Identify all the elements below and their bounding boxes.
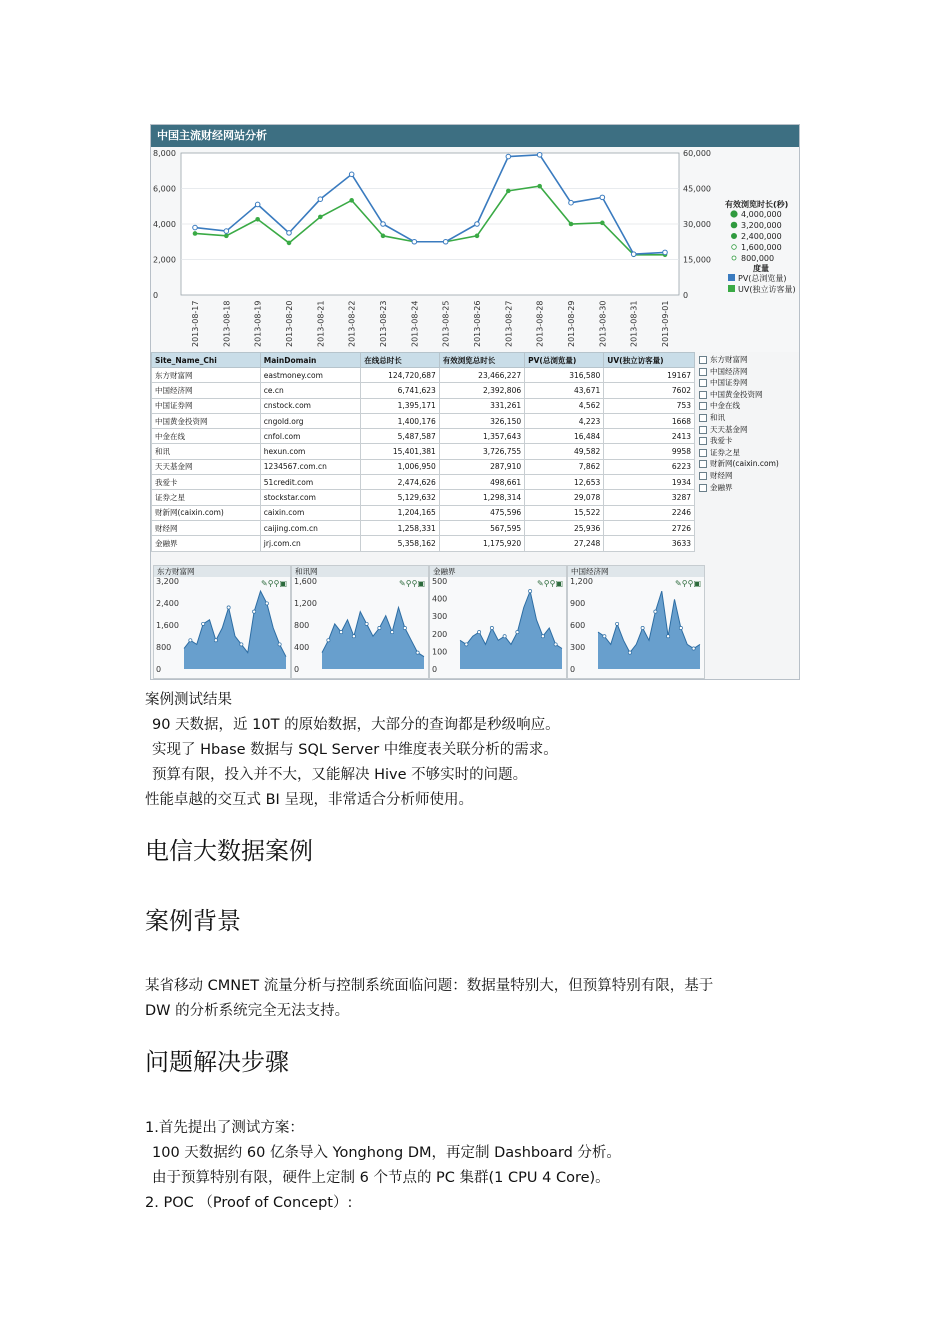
- result-line-4: 性能卓越的交互式 BI 呈现，非常适合分析师使用。: [145, 792, 473, 808]
- table-row: [152, 490, 695, 505]
- legend-size-title: 有效浏览时长(秒): [725, 200, 789, 209]
- table-cell: 中国黄金投资网: [152, 413, 261, 428]
- table-cell: 2,474,626: [361, 475, 439, 490]
- x-tick-label: 2013-08-28: [535, 300, 545, 347]
- pv-point: [569, 200, 574, 205]
- table-cell: cngold.org: [260, 413, 361, 428]
- uv-point: [381, 234, 386, 239]
- uv-point: [255, 217, 260, 222]
- table-cell: 49,582: [525, 444, 604, 459]
- table-cell: 2,392,806: [439, 383, 524, 398]
- checkbox-icon[interactable]: [699, 414, 707, 422]
- mini-chart: [429, 565, 567, 679]
- x-tick-label: 2013-09-01: [661, 300, 670, 347]
- table-cell: ce.cn: [260, 383, 361, 398]
- table-cell: 16,484: [525, 429, 604, 444]
- mini-area-chart: [154, 577, 290, 677]
- mini-point: [478, 631, 481, 634]
- mini-point: [554, 643, 557, 646]
- table-row: [152, 383, 695, 398]
- table-cell: 12,653: [525, 475, 604, 490]
- legend-measure-title: 度量: [753, 264, 769, 273]
- table-cell: hexun.com: [260, 444, 361, 459]
- table-cell: 1,175,920: [439, 536, 524, 551]
- mini-point: [516, 631, 519, 634]
- checkbox-icon[interactable]: [699, 426, 707, 434]
- table-row: [152, 398, 695, 413]
- table-body: [152, 368, 695, 552]
- mini-chart: [567, 565, 705, 679]
- legend-swatch: [728, 274, 735, 281]
- pv-point: [475, 222, 480, 227]
- mini-tick-label: 1,600: [294, 577, 317, 586]
- mini-tick-label: 1,200: [570, 577, 593, 586]
- mini-tick-label: 0: [432, 665, 438, 674]
- table-cell: 1,395,171: [361, 398, 439, 413]
- uv-point: [475, 234, 480, 239]
- mini-point: [465, 643, 468, 646]
- left-tick-label: 4,000: [153, 220, 176, 229]
- mini-area-chart: [568, 577, 704, 677]
- filter-label: 东方财富网: [710, 355, 748, 364]
- x-tick-label: 2013-08-20: [285, 300, 294, 347]
- mini-point: [352, 635, 355, 638]
- mini-area: [598, 591, 700, 669]
- filter-item[interactable]: [699, 366, 795, 378]
- x-tick-label: 2013-08-30: [598, 300, 608, 347]
- mini-tick-label: 2,400: [156, 599, 179, 608]
- mini-area: [460, 591, 562, 669]
- chart-axes: [153, 149, 711, 300]
- mini-point: [641, 626, 644, 629]
- table-header-cell[interactable]: 在线总时长: [361, 353, 439, 368]
- mini-tick-label: 400: [432, 594, 448, 604]
- table-cell: 7602: [604, 383, 695, 398]
- filter-label: 证券之星: [710, 447, 740, 457]
- mini-point: [365, 622, 368, 625]
- main-line-chart: [151, 147, 799, 352]
- table-cell: caijing.com.cn: [260, 520, 361, 535]
- x-tick-label: 2013-08-31: [629, 300, 639, 347]
- table-cell: 15,401,381: [361, 444, 439, 459]
- table-cell: 1,258,331: [361, 520, 439, 535]
- mini-chart-title: 东方财富网: [154, 566, 290, 577]
- table-cell: 4,562: [525, 398, 604, 413]
- table-cell: 43,671: [525, 383, 604, 398]
- table-cell: 124,720,687: [361, 368, 439, 383]
- table-cell: 中国经济网: [152, 383, 261, 398]
- table-cell: 2246: [604, 505, 695, 520]
- zoom-tools-icon[interactable]: ✎⚲⚲▣: [537, 579, 563, 588]
- checkbox-icon[interactable]: [699, 437, 707, 445]
- filter-item[interactable]: [699, 424, 795, 436]
- table-cell: 287,910: [439, 459, 524, 474]
- x-tick-label: 2013-08-26: [473, 300, 482, 347]
- table-cell: 25,936: [525, 520, 604, 535]
- pv-point: [349, 172, 354, 177]
- mini-point: [327, 639, 330, 642]
- table-cell: 和讯: [152, 444, 261, 459]
- uv-point: [287, 241, 292, 246]
- uv-point: [193, 231, 198, 236]
- table-header-cell[interactable]: MainDomain: [260, 353, 361, 368]
- mini-area-chart: [292, 577, 428, 677]
- table-cell: 7,862: [525, 459, 604, 474]
- mini-tick-label: 300: [432, 612, 448, 622]
- filter-item[interactable]: [699, 412, 795, 424]
- table-cell: 证券之星: [152, 490, 261, 505]
- legend-size-dot: [731, 233, 736, 238]
- table-row: [152, 520, 695, 535]
- table-cell: 316,580: [525, 368, 604, 383]
- left-tick-label: 2,000: [153, 255, 176, 265]
- uv-point: [349, 198, 354, 203]
- table-cell: 27,248: [525, 536, 604, 551]
- table-cell: 1,204,165: [361, 505, 439, 520]
- left-tick-label: 6,000: [153, 184, 176, 194]
- mini-tick-label: 100: [432, 647, 448, 657]
- x-tick-label: 2013-08-27: [504, 300, 514, 347]
- mini-point: [253, 610, 256, 613]
- mini-area: [322, 608, 424, 670]
- x-tick-label: 2013-08-23: [379, 300, 388, 347]
- mini-chart-title: 和讯网: [292, 566, 428, 577]
- table-cell: jrj.com.cn: [260, 536, 361, 551]
- uv-point: [569, 222, 574, 227]
- mini-point: [240, 643, 243, 646]
- table-header-cell[interactable]: Site_Name_Chi: [152, 353, 261, 368]
- heading-solution-steps: 问题解决步骤: [145, 1048, 289, 1076]
- table-cell: stockstar.com: [260, 490, 361, 505]
- table-row: [152, 444, 695, 459]
- mini-point: [529, 590, 532, 593]
- legend-series-label: UV(独立访客量): [738, 285, 796, 294]
- mini-tick-label: 0: [156, 665, 162, 674]
- mini-point: [378, 626, 381, 629]
- site-filter-list: [699, 354, 795, 493]
- mini-tick-label: 1,200: [294, 599, 317, 608]
- checkbox-icon[interactable]: [699, 402, 707, 410]
- result-line-1: 90 天数据，近 10T 的原始数据，大部分的查询都是秒级响应。: [152, 717, 560, 733]
- table-row: [152, 536, 695, 551]
- x-tick-label: 2013-08-21: [316, 300, 326, 347]
- mini-point: [189, 639, 192, 642]
- table-row: [152, 505, 695, 520]
- site-data-table: [151, 352, 695, 552]
- result-line-2: 实现了 Hbase 数据与 SQL Server 中维度表关联分析的需求。: [152, 742, 558, 758]
- pv-point: [537, 152, 542, 157]
- table-header-cell[interactable]: 有效浏览总时长: [439, 353, 524, 368]
- table-row: [152, 368, 695, 383]
- legend-size-dot: [732, 256, 736, 260]
- checkbox-icon[interactable]: [699, 391, 707, 399]
- mini-area-chart: [430, 577, 566, 677]
- mini-tick-label: 400: [294, 643, 310, 652]
- mini-point: [490, 626, 493, 629]
- pv-point: [663, 250, 668, 255]
- table-cell: 567,595: [439, 520, 524, 535]
- filter-label: 金融界: [710, 482, 733, 492]
- table-cell: 东方财富网: [152, 368, 261, 383]
- table-cell: 中国证券网: [152, 398, 261, 413]
- table-cell: 475,596: [439, 505, 524, 520]
- mini-tick-label: 800: [294, 621, 310, 630]
- table-cell: 9958: [604, 444, 695, 459]
- legend-swatch: [728, 285, 735, 292]
- mini-tick-label: 500: [432, 577, 448, 586]
- background-line-2: DW 的分析系统完全无法支持。: [145, 1003, 350, 1019]
- mini-point: [227, 606, 230, 609]
- table-cell: 财新网(caixin.com): [152, 505, 261, 520]
- filter-label: 天天基金网: [710, 424, 748, 434]
- mini-point: [541, 635, 544, 638]
- mini-point: [654, 610, 657, 613]
- checkbox-icon[interactable]: [699, 368, 707, 376]
- mini-point: [416, 651, 419, 654]
- step-line-3: 由于预算特别有限，硬件上定制 6 个节点的 PC 集群(1 CPU 4 Core)。: [152, 1170, 610, 1186]
- pv-point: [318, 197, 323, 202]
- filter-label: 我爱卡: [710, 436, 733, 446]
- table-cell: 我爱卡: [152, 475, 261, 490]
- pv-point: [600, 195, 605, 200]
- left-tick-label: 8,000: [153, 149, 176, 158]
- legend-size-dot: [731, 222, 737, 228]
- mini-point: [628, 651, 631, 654]
- table-cell: 6,741,623: [361, 383, 439, 398]
- uv-point: [600, 221, 605, 226]
- legend-size-label: 1,600,000: [741, 243, 782, 252]
- right-tick-label: 15,000: [683, 255, 711, 265]
- filter-item[interactable]: [699, 482, 795, 494]
- table-row: [152, 413, 695, 428]
- mini-chart-title: 中国经济网: [568, 566, 704, 577]
- table-header-row: [152, 353, 695, 368]
- pv-point: [287, 231, 292, 236]
- table-cell: 6223: [604, 459, 695, 474]
- checkbox-icon[interactable]: [699, 449, 707, 457]
- table-header-cell[interactable]: UV(独立访客量): [604, 353, 695, 368]
- table-header-cell[interactable]: PV(总浏览量): [525, 353, 604, 368]
- mini-tick-label: 0: [294, 665, 300, 674]
- legend-size-label: 800,000: [741, 254, 775, 263]
- right-tick-label: 30,000: [683, 220, 711, 229]
- table-cell: 5,487,587: [361, 429, 439, 444]
- mini-point: [403, 626, 406, 629]
- mini-point: [278, 643, 281, 646]
- mini-chart: [291, 565, 429, 679]
- legend-size-label: 3,200,000: [741, 221, 782, 230]
- table-cell: 498,661: [439, 475, 524, 490]
- mini-point: [202, 622, 205, 625]
- zoom-tools-icon[interactable]: ✎⚲⚲▣: [399, 579, 425, 588]
- pv-point: [193, 225, 198, 230]
- step-line-2: 100 天数据约 60 亿条导入 Yonghong DM，再定制 Dashboard 分析。: [152, 1145, 621, 1161]
- table-cell: 1668: [604, 413, 695, 428]
- table-cell: 3633: [604, 536, 695, 551]
- filter-label: 中国证券网: [710, 378, 748, 388]
- table-cell: 中金在线: [152, 429, 261, 444]
- table-cell: 5,129,632: [361, 490, 439, 505]
- background-line-1: 某省移动 CMNET 流量分析与控制系统面临问题：数据量特别大，但预算特别有限，基于: [145, 978, 714, 994]
- filter-label: 财经网: [710, 470, 733, 480]
- legend-size-label: 2,400,000: [741, 232, 782, 241]
- legend-size-dot: [732, 245, 737, 250]
- table-cell: cnfol.com: [260, 429, 361, 444]
- result-line-3: 预算有限，投入并不大，又能解决 Hive 不够实时的问题。: [152, 767, 528, 783]
- table-cell: cnstock.com: [260, 398, 361, 413]
- table-cell: 15,522: [525, 505, 604, 520]
- dashboard-screenshot: [150, 124, 800, 680]
- pv-point: [412, 239, 417, 244]
- uv-point: [224, 234, 229, 239]
- x-tick-label: 2013-08-22: [347, 300, 357, 347]
- filter-item[interactable]: [699, 389, 795, 401]
- table-cell: 3,726,755: [439, 444, 524, 459]
- table-cell: 1,006,950: [361, 459, 439, 474]
- mini-point: [503, 635, 506, 638]
- checkbox-icon[interactable]: [699, 472, 707, 480]
- x-tick-label: 2013-08-25: [441, 300, 451, 347]
- pv-point: [224, 229, 229, 234]
- mini-point: [616, 622, 619, 625]
- mini-point: [692, 647, 695, 650]
- mini-tick-label: 800: [156, 643, 172, 652]
- mini-point: [391, 631, 394, 634]
- mini-point: [214, 639, 217, 642]
- mini-tick-label: 0: [570, 665, 576, 674]
- checkbox-icon[interactable]: [699, 379, 707, 387]
- mini-point: [265, 602, 268, 605]
- left-tick-label: 0: [153, 291, 159, 300]
- x-tick-label: 2013-08-18: [222, 300, 232, 347]
- table-cell: 1,357,643: [439, 429, 524, 444]
- checkbox-icon[interactable]: [699, 484, 707, 492]
- uv-point: [318, 215, 323, 220]
- filter-item[interactable]: [699, 354, 795, 366]
- result-title: 案例测试结果: [145, 692, 232, 708]
- uv-point: [506, 189, 511, 194]
- right-tick-label: 0: [683, 291, 689, 300]
- zoom-tools-icon[interactable]: ✎⚲⚲▣: [675, 579, 701, 588]
- table-cell: 2413: [604, 429, 695, 444]
- pv-point: [506, 154, 511, 159]
- legend-size-dot: [731, 211, 737, 217]
- table-cell: 4,223: [525, 413, 604, 428]
- zoom-tools-icon[interactable]: ✎⚲⚲▣: [261, 579, 287, 588]
- table-row: [152, 475, 695, 490]
- table-cell: 1,400,176: [361, 413, 439, 428]
- mini-tick-label: 300: [570, 643, 586, 652]
- filter-label: 中国经济网: [710, 366, 748, 376]
- filter-item[interactable]: [699, 435, 795, 447]
- filter-item[interactable]: [699, 377, 795, 389]
- table-cell: 2726: [604, 520, 695, 535]
- table-row: [152, 459, 695, 474]
- filter-label: 中国黄金投资网: [710, 389, 763, 399]
- x-tick-label: 2013-08-24: [410, 300, 420, 347]
- table-cell: 23,466,227: [439, 368, 524, 383]
- filter-item[interactable]: [699, 470, 795, 482]
- table-cell: 3287: [604, 490, 695, 505]
- checkbox-icon[interactable]: [699, 460, 707, 468]
- filter-label: 中金在线: [710, 401, 740, 411]
- table-cell: 326,150: [439, 413, 524, 428]
- mini-tick-label: 900: [570, 599, 586, 608]
- mini-tick-label: 200: [432, 629, 448, 639]
- step-line-1: 1.首先提出了测试方案：: [145, 1120, 304, 1136]
- table-cell: 天天基金网: [152, 459, 261, 474]
- mini-point: [679, 626, 682, 629]
- table-cell: 财经网: [152, 520, 261, 535]
- heading-case-background: 案例背景: [145, 907, 241, 935]
- checkbox-icon[interactable]: [699, 356, 707, 364]
- mini-point: [340, 631, 343, 634]
- pv-point: [631, 252, 636, 257]
- mini-tick-label: 3,200: [156, 577, 179, 586]
- mini-chart-title: 金融界: [430, 566, 566, 577]
- mini-area: [184, 591, 286, 669]
- filter-label: 财新网(caixin.com): [710, 459, 779, 469]
- table-cell: 19167: [604, 368, 695, 383]
- right-tick-label: 45,000: [683, 184, 711, 194]
- filter-item[interactable]: [699, 458, 795, 470]
- pv-point: [255, 202, 260, 207]
- uv-point: [537, 184, 542, 189]
- table-cell: 1934: [604, 475, 695, 490]
- x-tick-label: 2013-08-29: [567, 300, 576, 347]
- mini-tick-label: 600: [570, 621, 586, 630]
- mini-point: [603, 635, 606, 638]
- legend-size-label: 4,000,000: [741, 210, 782, 219]
- pv-point: [381, 222, 386, 227]
- right-tick-label: 60,000: [683, 149, 711, 158]
- table-cell: 51credit.com: [260, 475, 361, 490]
- table-cell: 331,261: [439, 398, 524, 413]
- mini-tick-label: 1,600: [156, 621, 179, 630]
- mini-chart: [153, 565, 291, 679]
- table-cell: 5,358,162: [361, 536, 439, 551]
- step-line-4: 2. POC （Proof of Concept）:: [145, 1195, 353, 1211]
- table-cell: 753: [604, 398, 695, 413]
- filter-item[interactable]: [699, 400, 795, 412]
- filter-item[interactable]: [699, 447, 795, 459]
- heading-telecom-case: 电信大数据案例: [145, 837, 313, 865]
- table-cell: 1,298,314: [439, 490, 524, 505]
- table-cell: caixin.com: [260, 505, 361, 520]
- mini-point: [667, 635, 670, 638]
- table-cell: 金融界: [152, 536, 261, 551]
- filter-label: 和讯: [710, 412, 725, 422]
- pv-point: [443, 239, 448, 244]
- x-tick-label: 2013-08-19: [253, 300, 263, 347]
- table-cell: 29,078: [525, 490, 604, 505]
- dashboard-title: 中国主流财经网站分析: [151, 125, 799, 147]
- table-row: [152, 429, 695, 444]
- table-cell: 1234567.com.cn: [260, 459, 361, 474]
- table-cell: eastmoney.com: [260, 368, 361, 383]
- x-tick-label: 2013-08-17: [191, 300, 200, 347]
- legend-series-label: PV(总浏览量): [738, 274, 787, 283]
